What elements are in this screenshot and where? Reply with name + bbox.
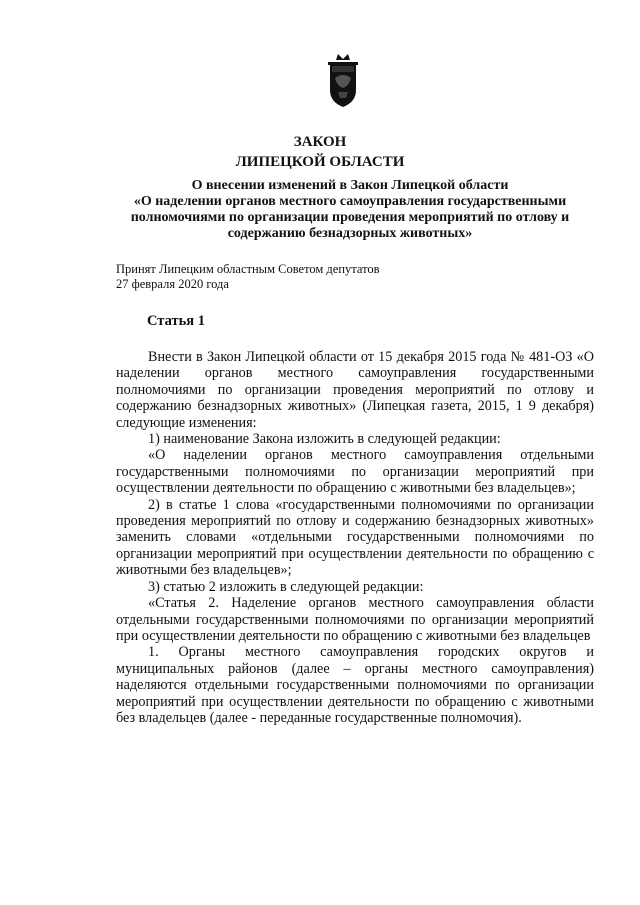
law-subtitle-line-3: полномочиями по организации проведения мероприятий по отлову и [130, 210, 570, 225]
paragraph-4: 2) в статье 1 слова «государственными полномочиями по организации проведения мероприятий по отлову и содержанию безнадзорных животных» заменить словами «отдельными государственными полномочиями по организации мероприятий при осуществлении деятельности по обращению с животными без владельцев»; [116, 496, 594, 579]
adoption-info-date: 27 февраля 2020 года [116, 277, 229, 291]
paragraph-5: 3) статью 2 изложить в следующей редакции: [148, 578, 424, 595]
law-subtitle [110, 178, 590, 242]
law-subtitle-line-1: О внесении изменений в Закон Липецкой области [191, 178, 509, 193]
paragraph-1: Внести в Закон Липецкой области от 15 декабря 2015 года № 481-ОЗ «О наделении органов местного самоуправления государственными полномочиями по организации проведения мероприятий по отлову и содержанию безнадзорных животных» (Липецкая газета, 2015, 1 9 декабря) следующие изменения: [116, 349, 594, 431]
law-subtitle-line-4: содержанию безнадзорных животных» [227, 226, 473, 241]
paragraph-6: «Статья 2. Наделение органов местного самоуправления области отдельными государственными полномочиями по организации мероприятий при осуществлении деятельности по обращению с животными без владельцев [116, 595, 594, 644]
adoption-info [116, 262, 380, 292]
law-title [0, 132, 640, 172]
article-body [116, 349, 594, 726]
paragraph-3: «О наделении органов местного самоуправления отдельными государственными полномочиями по организации мероприятий при осуществлении деятельности по обращению с животными без владельцев»; [116, 447, 594, 497]
law-subtitle-line-2: «О наделении органов местного самоуправления государственными [133, 194, 567, 209]
law-title-line-2: ЛИПЕЦКОЙ ОБЛАСТИ [235, 154, 405, 170]
article-heading: Статья 1 [147, 313, 205, 329]
paragraph-7: 1. Органы местного самоуправления городских округов и муниципальных районов (далее – органы местного самоуправления) наделяются отдельными государственными полномочиями по организации мероприятий при осуществлении деятельности по обращению с животными без владельцев (далее - переданные государственные полномочия). [116, 644, 594, 726]
paragraph-2: 1) наименование Закона изложить в следующей редакции: [148, 431, 501, 448]
coat-of-arms-icon [318, 50, 368, 110]
adoption-info-line-1: Принят Липецким областным Советом депутатов [116, 262, 380, 276]
law-title-line-1: ЗАКОН [293, 134, 347, 150]
